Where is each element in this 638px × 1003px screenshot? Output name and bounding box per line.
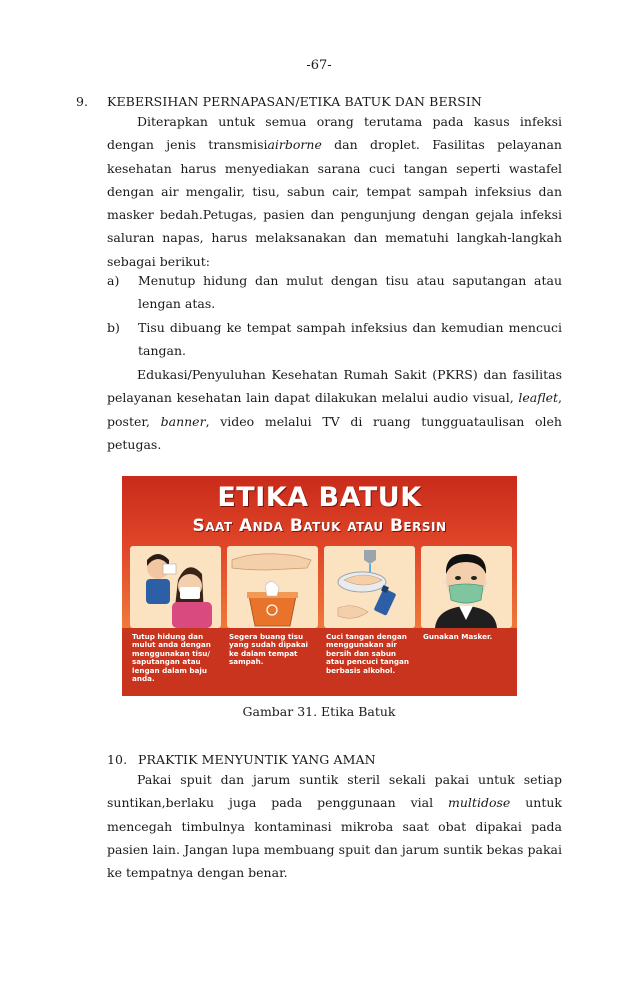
section-9-paragraph-1 xyxy=(107,110,562,273)
section-title: KEBERSIHAN PERNAPASAN/ETIKA BATUK DAN BERSIN xyxy=(107,94,482,109)
panel-4-caption: Gunakan Masker. xyxy=(423,632,493,641)
panel-1-caption: Tutup hidung dan mulut anda dengan menggunakan tisu/ saputangan atau lengan dalam baju anda. xyxy=(132,632,211,684)
hand-washing-icon xyxy=(324,546,415,628)
section-number: 9. xyxy=(76,94,89,109)
section-9-paragraph-2 xyxy=(107,363,562,456)
italic-term: airborne xyxy=(267,137,322,153)
italic-term: banner xyxy=(160,413,206,429)
section-10-paragraph xyxy=(107,768,562,884)
section-title: PRAKTIK MENYUNTIK YANG AMAN xyxy=(138,752,376,767)
face-mask-icon xyxy=(421,546,512,628)
text-span: , video melalui TV di ruang tungguataulisan oleh petugas. xyxy=(107,413,562,452)
section-number: 10. xyxy=(107,752,128,767)
trash-bin-icon xyxy=(227,546,318,628)
text-span: Pakai spuit dan jarum suntik steril sekali pakai untuk setiap suntikan,berlaku juga pada penggunaan vial xyxy=(107,772,562,811)
list-marker: b) xyxy=(107,320,120,335)
text-span: untuk mencegah timbulnya kontaminasi mikroba saat obat dipakai pada pasien lain. Jangan lupa membuang spuit dan jarum suntik bekas pakai ke tempatnya dengan benar. xyxy=(107,795,562,881)
list-text: Tisu dibuang ke tempat sampah infeksius dan kemudian mencuci tangan. xyxy=(138,320,562,359)
figure-caption: Gambar 31. Etika Batuk xyxy=(242,704,396,719)
text-span: Diterapkan untuk semua orang terutama pada kasus infeksi dengan jenis transmisi xyxy=(107,114,562,153)
panel-3-caption: Cuci tangan dengan menggunakan air bersih dan sabun atau pencuci tangan berbasis alkohol. xyxy=(326,632,410,675)
etika-batuk-poster xyxy=(122,476,517,696)
poster-title: ETIKA BATUK xyxy=(217,482,422,513)
cover-nose-mouth-icon xyxy=(130,546,221,628)
italic-term: leaflet xyxy=(518,390,559,406)
page-number: -67- xyxy=(306,58,332,73)
text-span: dan droplet. Fasilitas pelayanan kesehatan harus menyediakan sarana cuci tangan seperti wastafel dengan air mengalir, tisu, sabun cair, tempat sampah infeksius dan masker bedah.Petugas, pasien dan pengunjung dengan gejala infeksi saluran napas, harus melaksanakan dan mematuhi langkah-langkah sebagai berikut: xyxy=(107,137,562,269)
text-span: , poster, xyxy=(107,390,562,429)
list-marker: a) xyxy=(107,273,120,288)
list-text: Menutup hidung dan mulut dengan tisu atau saputangan atau lengan atas. xyxy=(138,273,562,312)
poster-subtitle: Saat Anda Batuk atau Bersin xyxy=(192,516,447,536)
text-span: Edukasi/Penyuluhan Kesehatan Rumah Sakit (PKRS) dan fasilitas pelayanan kesehatan lain dapat dilakukan melalui audio visual, xyxy=(107,367,562,406)
italic-term: multidose xyxy=(448,795,511,811)
panel-2-caption: Segera buang tisu yang sudah dipakai ke dalam tempat sampah. xyxy=(229,632,309,667)
